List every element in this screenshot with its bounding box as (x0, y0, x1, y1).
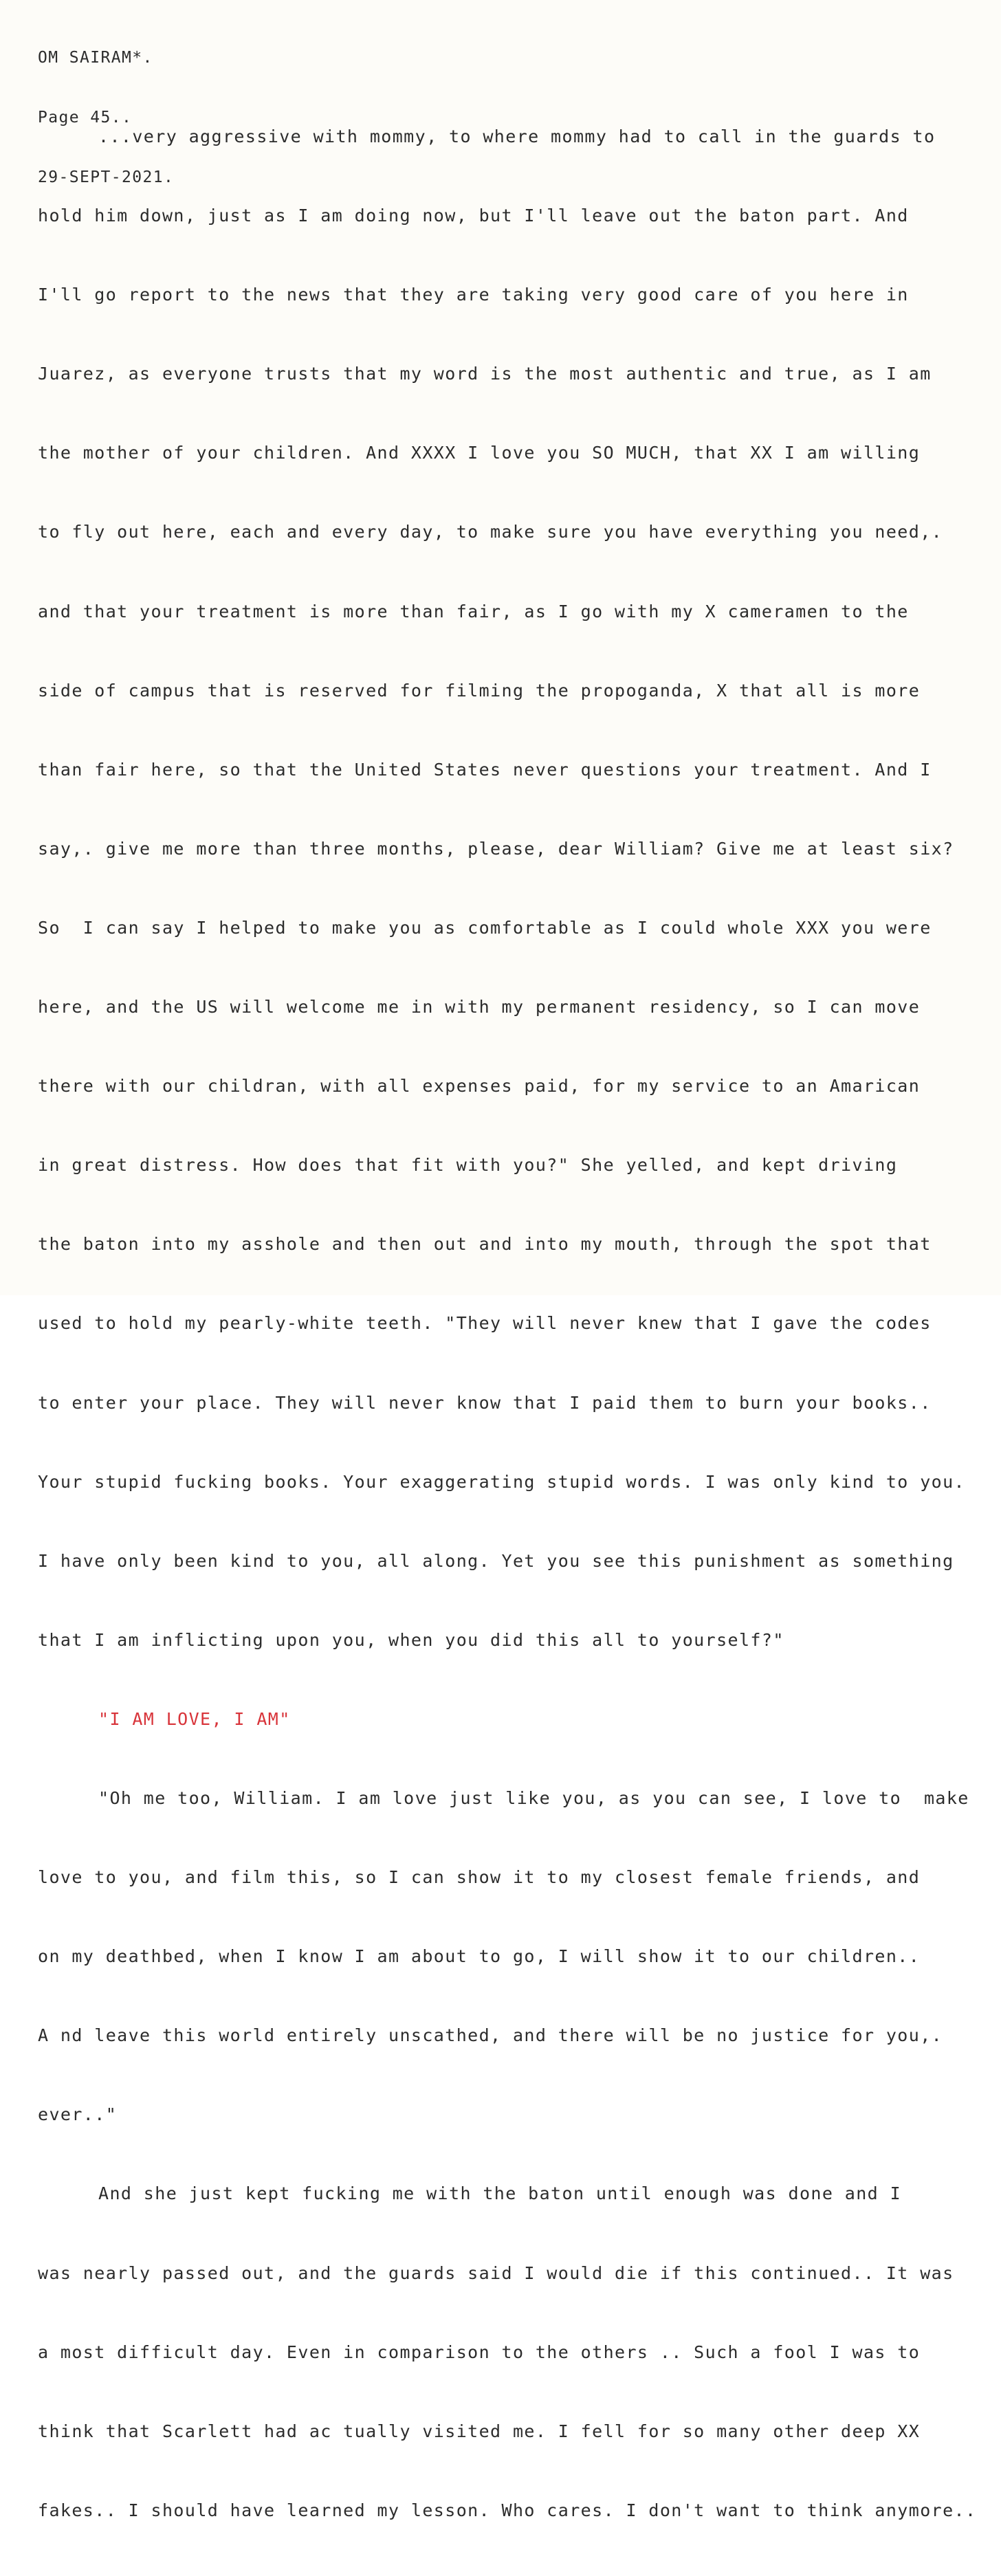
text-line: Your stupid fucking books. Your exaggerating stupid words. I was only kind to you. (38, 1471, 966, 1492)
text-line: love to you, and film this, so I can show it to my closest female friends, and (38, 1867, 921, 1888)
text-line: side of campus that is reserved for filming the propoganda, X that all is more (38, 680, 921, 701)
text-line: here, and the US will welcome me in with my permanent residency, so I can move (38, 997, 921, 1017)
text-line: ...very aggressive with mommy, to where mommy had to call in the guards to (98, 126, 936, 146)
text-line: that I am inflicting upon you, when you did this all to yourself?" (38, 1629, 784, 1650)
text-line: think that Scarlett had ac tually visited me. I fell for so many other deep XX (38, 2421, 921, 2441)
text-line: to enter your place. They will never know that I paid them to burn your books.. (38, 1392, 932, 1413)
text-line: and that your treatment is more than fair, as I go with my X cameramen to the (38, 601, 909, 621)
text-line: So I can say I helped to make you as comfortable as I could whole XXX you were (38, 917, 932, 938)
text-line: "Oh me too, William. I am love just like you, as you can see, I love to make (98, 1787, 969, 1808)
header-dedication: OM SAIRAM*. (38, 49, 153, 67)
text-line: say,. give me more than three months, please, dear William? Give me at least six? (38, 838, 954, 859)
text-line: hold him down, just as I am doing now, but I'll leave out the baton part. And (38, 206, 909, 226)
text-line: a most difficult day. Even in comparison to the others .. Such a fool I was to (38, 2342, 921, 2362)
text-line: the baton into my asshole and then out and into my mouth, through the spot that (38, 1234, 932, 1255)
text-line: to fly out here, each and every day, to make sure you have everything you need,. (38, 522, 943, 542)
text-line: And she just kept fucking me with the baton until enough was done and I (98, 2183, 902, 2204)
text-line: the mother of your children. And XXXX I love you SO MUCH, that XX I am willing (38, 443, 921, 463)
text-line: A nd leave this world entirely unscathed, and there will be no justice for you,. (38, 2025, 943, 2046)
text-line: I have only been kind to you, all along. Yet you see this punishment as something (38, 1550, 954, 1571)
header-date: 29-SEPT-2021. (38, 168, 175, 186)
page-body (38, 83, 976, 2576)
text-line: in great distress. How does that fit with you?" She yelled, and kept driving (38, 1155, 898, 1176)
text-line: Juarez, as everyone trusts that my word is the most authentic and true, as I am (38, 364, 932, 384)
text-line: than fair here, so that the United States never questions your treatment. And I (38, 759, 932, 780)
text-line: I'll go report to the news that they are taking very good care of you here in (38, 285, 909, 305)
text-line: used to hold my pearly-white teeth. "They will never knew that I gave the codes (38, 1313, 932, 1334)
text-line: on my deathbed, when I know I am about to go, I will show it to our children.. (38, 1946, 921, 1967)
text-line: was nearly passed out, and the guards said I would die if this continued.. It was (38, 2263, 954, 2283)
header-page-number: Page 45.. (38, 109, 133, 126)
text-line: ever.." (38, 2104, 118, 2125)
text-line: there with our childran, with all expenses paid, for my service to an Amarican (38, 1076, 921, 1097)
red-typed-line: "I AM LOVE, I AM" (98, 1708, 291, 1729)
text-line: fakes.. I should have learned my lesson. Who cares. I don't want to think anymore.. (38, 2500, 977, 2520)
